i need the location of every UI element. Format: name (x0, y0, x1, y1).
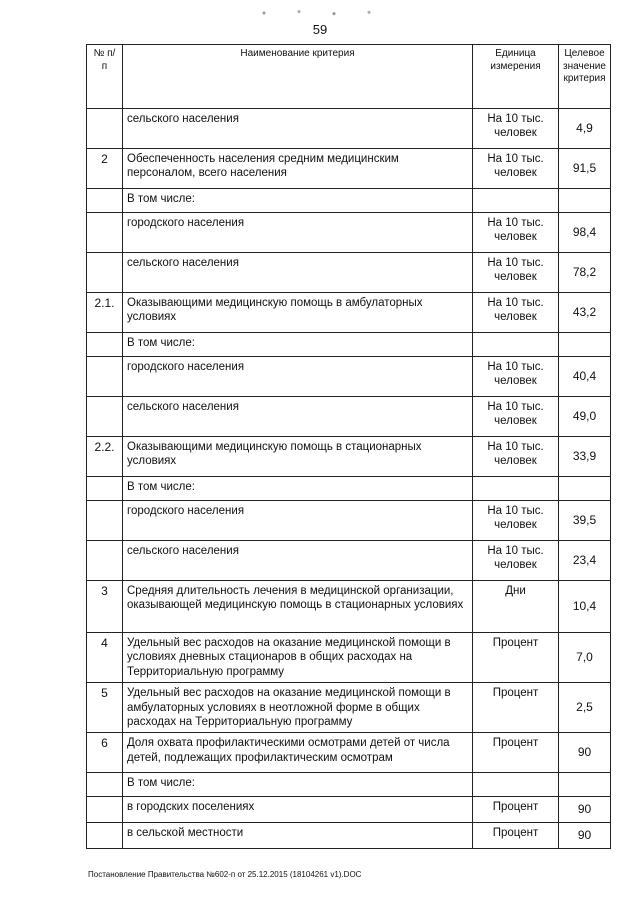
row-criterion-name: городского населения (123, 501, 473, 541)
row-target-value: 39,5 (559, 501, 611, 541)
table-row (87, 501, 611, 541)
row-target-value (559, 773, 611, 797)
row-criterion-name: Оказывающими медицинскую помощь в амбулаторных условиях (123, 293, 473, 333)
row-number: 2.1. (87, 293, 123, 333)
page-number: 59 (312, 22, 328, 37)
table-row (87, 581, 611, 633)
table-row (87, 477, 611, 501)
table-row (87, 149, 611, 189)
row-criterion-name: В том числе: (123, 189, 473, 213)
row-unit: На 10 тыс. человек (473, 149, 559, 189)
table-row (87, 541, 611, 581)
row-number (87, 823, 123, 849)
table-row (87, 357, 611, 397)
table-row (87, 293, 611, 333)
row-criterion-name: городского населения (123, 357, 473, 397)
row-unit: Дни (473, 581, 559, 633)
row-criterion-name: В том числе: (123, 773, 473, 797)
row-criterion-name: в сельской местности (123, 823, 473, 849)
row-target-value: 91,5 (559, 149, 611, 189)
row-number: 4 (87, 633, 123, 683)
row-criterion-name: сельского населения (123, 397, 473, 437)
row-unit: Процент (473, 733, 559, 773)
header-num: № п/п (87, 45, 123, 109)
row-criterion-name: В том числе: (123, 477, 473, 501)
row-unit: На 10 тыс. человек (473, 213, 559, 253)
row-target-value: 33,9 (559, 437, 611, 477)
row-target-value: 49,0 (559, 397, 611, 437)
row-number: 3 (87, 581, 123, 633)
row-target-value: 43,2 (559, 293, 611, 333)
row-unit: На 10 тыс. человек (473, 397, 559, 437)
row-target-value: 90 (559, 797, 611, 823)
row-target-value (559, 189, 611, 213)
row-target-value (559, 477, 611, 501)
table-row (87, 683, 611, 733)
table-row (87, 397, 611, 437)
row-unit: Процент (473, 797, 559, 823)
criteria-table (86, 44, 611, 849)
row-number (87, 477, 123, 501)
row-number (87, 213, 123, 253)
header-row (87, 45, 611, 109)
row-number: 5 (87, 683, 123, 733)
row-target-value: 40,4 (559, 357, 611, 397)
row-criterion-name: Обеспеченность населения средним медицинским персоналом, всего населения (123, 149, 473, 189)
row-target-value: 90 (559, 733, 611, 773)
row-criterion-name: сельского населения (123, 109, 473, 149)
row-criterion-name: Средняя длительность лечения в медицинской организации, оказывающей медицинскую помощь в стационарных условиях (123, 581, 473, 633)
row-target-value: 10,4 (559, 581, 611, 633)
table-row (87, 823, 611, 849)
row-unit: Процент (473, 823, 559, 849)
row-target-value: 4,9 (559, 109, 611, 149)
table-row (87, 213, 611, 253)
row-unit: Процент (473, 683, 559, 733)
row-number: 6 (87, 733, 123, 773)
table-row (87, 253, 611, 293)
row-unit: На 10 тыс. человек (473, 253, 559, 293)
row-target-value: 98,4 (559, 213, 611, 253)
table-row (87, 773, 611, 797)
row-target-value (559, 333, 611, 357)
row-unit: На 10 тыс. человек (473, 109, 559, 149)
table-row (87, 189, 611, 213)
row-target-value: 23,4 (559, 541, 611, 581)
header-name: Наименование критерия (123, 45, 473, 109)
row-number (87, 253, 123, 293)
row-number (87, 797, 123, 823)
row-criterion-name: Удельный вес расходов на оказание медицинской помощи в условиях дневных стационаров в общих расходах на Территориальную программу (123, 633, 473, 683)
row-number (87, 773, 123, 797)
row-target-value: 90 (559, 823, 611, 849)
row-unit: Процент (473, 633, 559, 683)
table-row (87, 633, 611, 683)
row-number (87, 397, 123, 437)
table-row (87, 733, 611, 773)
row-unit (473, 189, 559, 213)
row-criterion-name: сельского населения (123, 541, 473, 581)
row-criterion-name: Доля охвата профилактическими осмотрами детей от числа детей, подлежащих профилактическим осмотрам (123, 733, 473, 773)
row-unit: На 10 тыс. человек (473, 501, 559, 541)
row-criterion-name: Оказывающими медицинскую помощь в стационарных условиях (123, 437, 473, 477)
row-unit: На 10 тыс. человек (473, 541, 559, 581)
row-unit (473, 773, 559, 797)
scan-artifact (250, 6, 390, 20)
row-target-value: 7,0 (559, 633, 611, 683)
row-target-value: 78,2 (559, 253, 611, 293)
row-criterion-name: городского населения (123, 213, 473, 253)
table-row (87, 437, 611, 477)
row-target-value: 2,5 (559, 683, 611, 733)
row-criterion-name: в городских поселениях (123, 797, 473, 823)
row-number: 2 (87, 149, 123, 189)
table-row (87, 797, 611, 823)
table-body (87, 109, 611, 849)
row-criterion-name: Удельный вес расходов на оказание медицинской помощи в амбулаторных условиях в неотложной форме в общих расходах на Территориальную программу (123, 683, 473, 733)
row-number (87, 501, 123, 541)
row-number (87, 109, 123, 149)
header-value: Целевое значение критерия (559, 45, 611, 109)
header-unit: Единица измерения (473, 45, 559, 109)
row-unit: На 10 тыс. человек (473, 357, 559, 397)
row-number (87, 189, 123, 213)
table-row (87, 333, 611, 357)
row-unit: На 10 тыс. человек (473, 293, 559, 333)
row-number (87, 541, 123, 581)
footer-document-ref: Постановление Правительства №602-п от 25.12.2015 (18104261 v1).DOC (88, 870, 362, 879)
row-criterion-name: В том числе: (123, 333, 473, 357)
row-unit: На 10 тыс. человек (473, 437, 559, 477)
row-number: 2.2. (87, 437, 123, 477)
row-unit (473, 333, 559, 357)
table-row (87, 109, 611, 149)
row-criterion-name: сельского населения (123, 253, 473, 293)
row-number (87, 357, 123, 397)
row-unit (473, 477, 559, 501)
row-number (87, 333, 123, 357)
